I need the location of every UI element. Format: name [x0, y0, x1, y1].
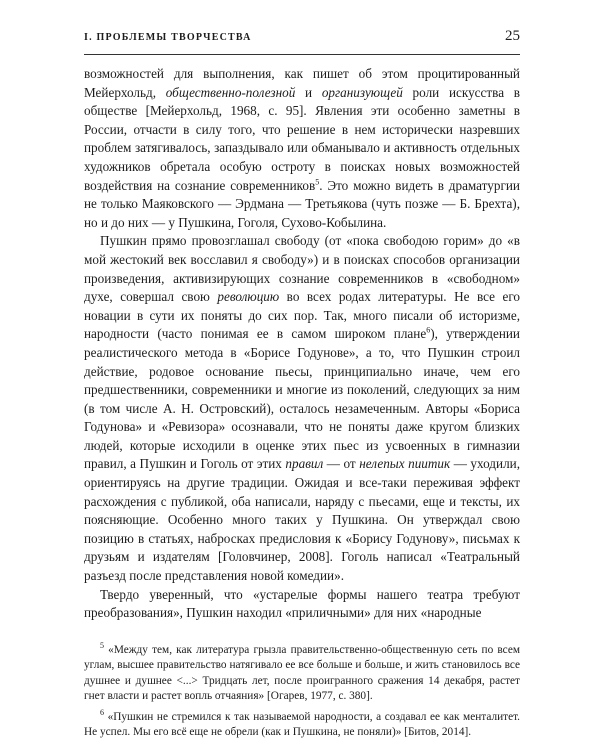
footnote-text: «Между тем, как литература грызла правительственно-общественную сеть по всем углам, высшее правительство натягивало ее все больше и больше, и жить становилось все душнее и душнее <...> Тридцать лет, после проигранного сражения 14 декабря, растет гнет власти и растет вопль отчаяния» [Огарев, 1977, с. 380].	[84, 643, 520, 703]
footnote	[84, 643, 520, 705]
footnotes	[84, 643, 520, 741]
book-page	[84, 28, 520, 746]
body-text	[84, 65, 520, 623]
italic-text: общественно-полезной	[165, 84, 296, 100]
page-number: 25	[505, 28, 520, 44]
footnote-ref: 5	[315, 177, 320, 187]
text-run: ), утверждении реалистического метода в «Борисе Годунове», а то, что Пушкин строил действие, родовое основание пьесы, принципиально иначе, чем его предшественники, современники и многие из поколений, следующих за ним (в том числе А. Н. Островский), осталось незамеченным. Авторы «Бориса Годунова» и «Ревизора» осознавали, что не поняты даже кругом близких людей, которые исходили в оценке этих пьес из усвоенных в гимназии правил, а Пушкин и Гоголь от этих	[84, 326, 520, 472]
italic-text: нелепых пиитик	[359, 456, 451, 472]
italic-text: революцию	[217, 289, 280, 305]
footnote-marker: 6	[100, 708, 104, 718]
text-run: роли искусства в обществе [Мейерхольд, 1968, с. 95]. Явления эти особенно заметны в России, отчасти в силу того, что решение в нем исторически назревших проблем затягивалось, запаздывало или обманывало и активность отдельных художников обретала особую остроту в поисках новых возможностей воздействия на сознание современников	[84, 84, 521, 193]
text-run: во всех родах литературы. Не все его новации в сути их поняты до сих пор. Так, много писали об историзме, народности (часто понимая ее в самом широком плане	[84, 289, 520, 342]
footnote-text: «Пушкин не стремился к так называемой народности, а создавал ее как менталитет. Не успел. Мы его всё еще не обрели (как и Пушкина, не поняли)» [Битов, 2014].	[84, 710, 520, 739]
footnote	[84, 710, 520, 741]
paragraph	[84, 232, 520, 585]
text-run: — уходили, ориентируясь на другие традиции. Ожидая и все-таки переживая эффект расхождения с публикой, оба написали, наряду с пьесами, еще и тексты, их поясняющие. Особенно много таких у Пушкина. Он утверждал свою позицию в статьях, набросках предисловия к «Борису Годунову», письмах к друзьям и издателям [Головчинер, 2008]. Гоголь написал «Театральный разъезд после представления новой комедии».	[84, 456, 521, 584]
paragraph	[84, 65, 520, 232]
text-run: Твердо уверенный, что «устарелые формы нашего театра требуют преобразования», Пушкин находил «приличными» для них «народные	[84, 586, 520, 621]
footnote-ref: 6	[426, 325, 431, 335]
text-run: возможностей для выполнения, как пишет об этом процитированный Мейерхольд,	[84, 66, 520, 100]
header-rule	[84, 54, 520, 55]
page-header	[84, 28, 520, 48]
text-run: . Это можно видеть в драматургии не только Маяковского — Эрдмана — Третьякова (чуть позже — Б. Брехта), но и до них — у Пушкина, Гоголя, Сухово-Кобылина.	[84, 177, 520, 230]
text-run: и	[295, 84, 322, 100]
footnote-marker: 5	[100, 641, 104, 651]
running-head: I. ПРОБЛЕМЫ ТВОРЧЕСТВА	[84, 32, 252, 43]
italic-text: правил	[285, 456, 324, 472]
paragraph	[84, 586, 520, 623]
text-run: — от	[323, 456, 360, 472]
italic-text: организующей	[321, 84, 403, 100]
text-run: Пушкин прямо провозглашал свободу (от «пока свободою горим» до «в мой жестокий век восславил я свободу») и в поисках способов организации произведения, активизирующих сознание современников в «свободном» духе, совершал свою	[84, 233, 520, 305]
